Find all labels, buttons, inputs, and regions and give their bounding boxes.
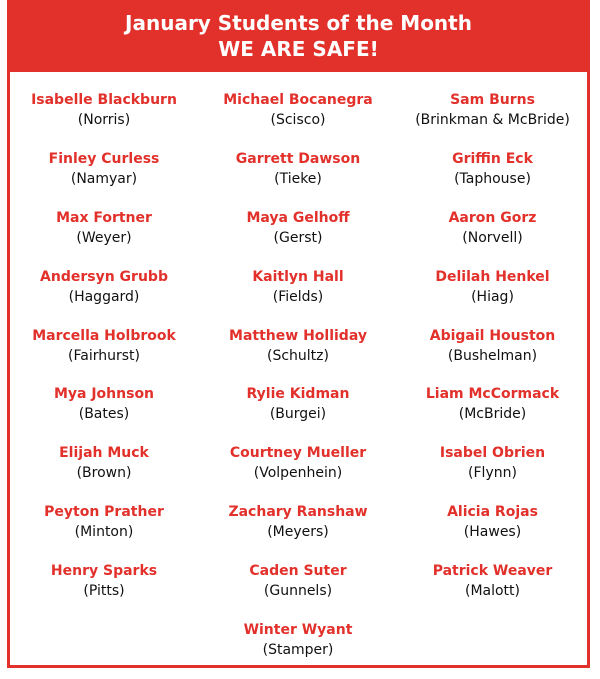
student-teacher: (Flynn)	[468, 465, 517, 482]
student-entry	[395, 208, 590, 267]
student-name: Garrett Dawson	[235, 150, 361, 167]
student-entry	[395, 149, 590, 208]
student-teacher: (Hawes)	[463, 524, 522, 541]
student-name: Alicia Rojas	[447, 504, 538, 521]
student-teacher: (Scisco)	[270, 112, 326, 128]
student-entry	[395, 267, 590, 326]
student-entry	[7, 384, 201, 443]
student-name: Peyton Prather	[44, 504, 164, 521]
student-name: Isabel Obrien	[439, 445, 546, 462]
page-title: January Students of the Month	[125, 11, 472, 35]
student-entry	[7, 620, 201, 679]
student-teacher: (Weyer)	[76, 229, 132, 246]
student-teacher: (Haggard)	[68, 288, 140, 305]
student-entry	[395, 326, 590, 385]
student-name: Courtney Mueller	[229, 445, 367, 462]
student-entry	[395, 443, 590, 502]
student-teacher: (Taphouse)	[454, 170, 531, 187]
student-teacher: (Minton)	[74, 524, 134, 541]
student-name: Zachary Ranshaw	[228, 504, 368, 521]
student-teacher: (Stamper)	[262, 642, 334, 659]
student-entry	[395, 502, 590, 561]
student-teacher: (Burgei)	[269, 406, 327, 423]
student-teacher: (Norvell)	[462, 229, 523, 246]
student-entry	[7, 267, 201, 326]
student-name: Caden Suter	[249, 563, 347, 580]
student-name: Delilah Henkel	[435, 268, 550, 285]
student-teacher: (Gunnels)	[263, 583, 333, 600]
header-banner	[7, 0, 590, 72]
student-name: Liam McCormack	[425, 386, 560, 403]
student-teacher: (Volpenhein)	[253, 465, 343, 482]
student-name: Mya Johnson	[53, 386, 155, 403]
student-entry	[7, 90, 201, 149]
student-entry	[395, 561, 590, 620]
student-name: Kaitlyn Hall	[252, 268, 344, 285]
student-name: Finley Curless	[48, 150, 160, 167]
student-teacher: (Pitts)	[83, 583, 125, 600]
student-teacher: (Gerst)	[273, 229, 323, 246]
student-teacher: (Namyar)	[70, 170, 138, 187]
student-entry	[201, 208, 395, 267]
student-entry	[395, 90, 590, 149]
student-entry	[201, 561, 395, 620]
student-name: Griffin Eck	[452, 150, 533, 167]
student-entry	[201, 326, 395, 385]
student-entry	[7, 561, 201, 620]
student-entry	[201, 90, 395, 149]
student-entry	[7, 208, 201, 267]
student-name: Isabelle Blackburn	[31, 92, 177, 108]
student-name: Marcella Holbrook	[32, 327, 176, 344]
student-entry	[395, 384, 590, 443]
page-subtitle: WE ARE SAFE!	[218, 37, 379, 61]
student-entry	[201, 149, 395, 208]
student-entry	[201, 384, 395, 443]
student-name: Elijah Muck	[59, 445, 149, 462]
student-name: Andersyn Grubb	[40, 268, 168, 285]
student-entry	[201, 267, 395, 326]
student-entry	[201, 620, 395, 679]
student-teacher: (Meyers)	[267, 524, 329, 541]
student-entry	[201, 502, 395, 561]
student-name: Matthew Holliday	[229, 327, 367, 344]
student-name: Michael Bocanegra	[223, 92, 373, 108]
student-teacher: (Bushelman)	[447, 347, 538, 364]
student-teacher: (McBride)	[458, 406, 527, 423]
student-name: Sam Burns	[450, 92, 535, 108]
student-teacher: (Brown)	[76, 465, 132, 482]
student-teacher: (Bates)	[78, 406, 130, 423]
student-name: Rylie Kidman	[246, 386, 350, 403]
student-teacher: (Schultz)	[267, 347, 329, 364]
student-entry	[395, 620, 590, 679]
student-teacher: (Norris)	[77, 112, 131, 128]
student-name: Henry Sparks	[50, 563, 158, 580]
student-teacher: (Fairhurst)	[68, 347, 140, 364]
student-teacher: (Tieke)	[274, 170, 322, 187]
student-teacher: (Brinkman & McBride)	[415, 112, 570, 128]
student-entry	[7, 326, 201, 385]
student-entry	[7, 502, 201, 561]
student-name: Abigail Houston	[429, 327, 556, 344]
student-name: Patrick Weaver	[432, 563, 553, 580]
student-teacher: (Fields)	[272, 288, 324, 305]
student-entry	[7, 149, 201, 208]
student-name: Maya Gelhoff	[246, 209, 350, 226]
student-name: Max Fortner	[56, 209, 152, 226]
student-entry	[201, 443, 395, 502]
student-entry	[7, 443, 201, 502]
student-name: Aaron Gorz	[448, 209, 537, 226]
student-teacher: (Malott)	[464, 583, 520, 600]
student-teacher: (Hiag)	[471, 288, 514, 305]
student-name: Winter Wyant	[243, 622, 353, 639]
student-grid	[7, 90, 590, 679]
